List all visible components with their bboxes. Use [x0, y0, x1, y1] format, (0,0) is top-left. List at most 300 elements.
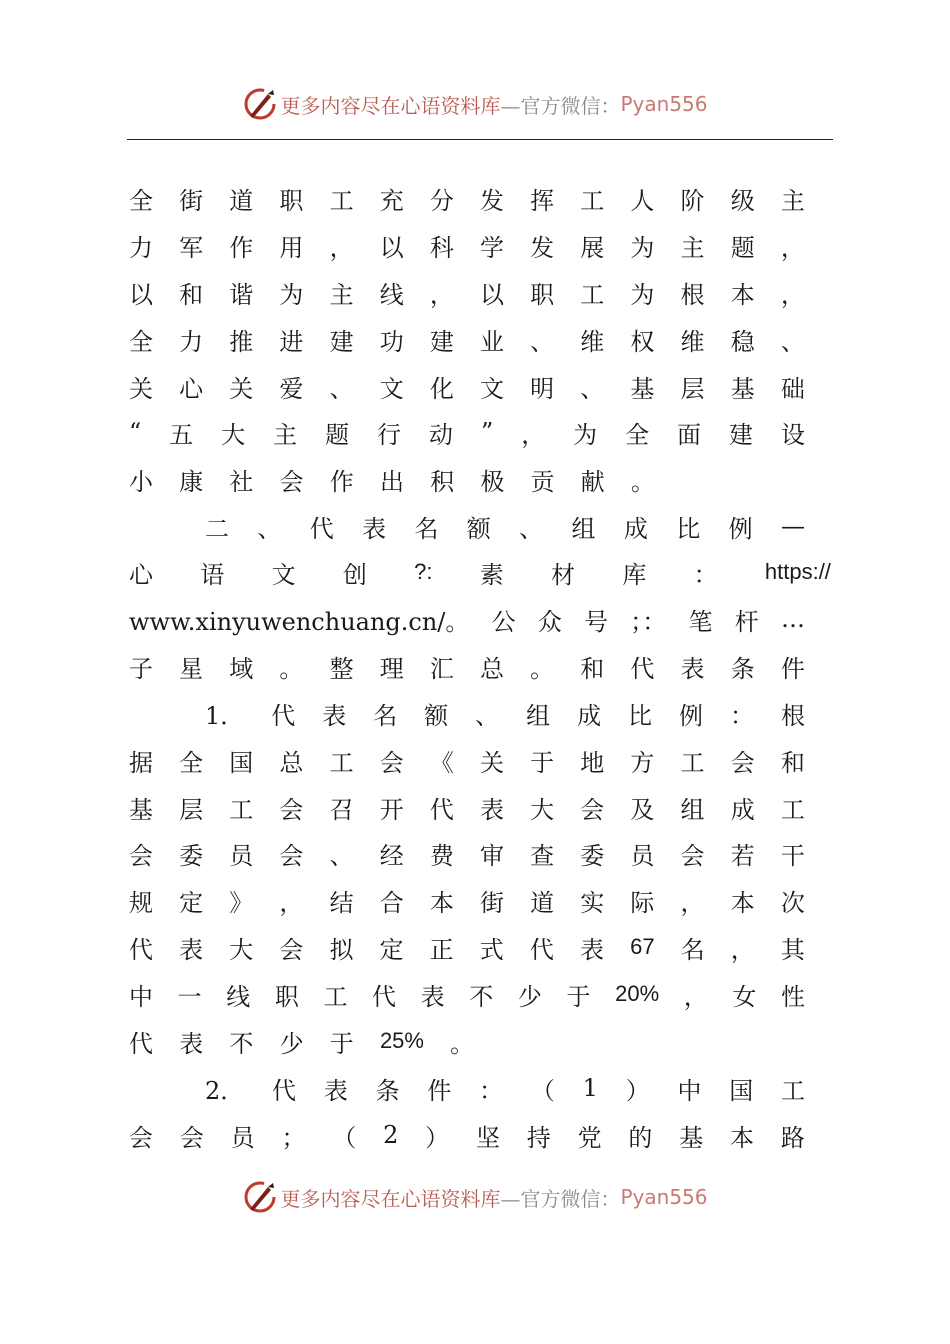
text-glyph: 、 — [329, 374, 354, 403]
text-glyph: 委 — [179, 841, 204, 870]
text-glyph: ， — [329, 233, 354, 262]
text-glyph: 分 — [429, 186, 454, 215]
text-glyph: 主 — [273, 420, 298, 449]
text-glyph: 道 — [530, 888, 555, 917]
text-glyph: 发 — [479, 186, 504, 215]
text-glyph: ， — [730, 935, 755, 964]
text-glyph: 进 — [279, 327, 304, 356]
text-glyph: 开 — [379, 795, 404, 824]
text-glyph: 挥 — [530, 186, 555, 215]
text-glyph: 发 — [530, 233, 555, 262]
text-glyph: 工 — [680, 748, 705, 777]
text-glyph: 用 — [279, 233, 304, 262]
text-glyph: 代 — [372, 982, 397, 1011]
text-glyph: 表 — [323, 1076, 348, 1105]
text-glyph: 额 — [424, 701, 449, 730]
text-glyph: ” — [480, 418, 494, 446]
text-glyph: 路 — [780, 1123, 805, 1152]
text-glyph: 文 — [479, 374, 504, 403]
text-glyph: 爱 — [279, 374, 304, 403]
text-glyph: 根 — [680, 280, 705, 309]
text-glyph: 不 — [469, 982, 494, 1011]
text-glyph: 例 — [679, 701, 703, 730]
text-glyph: 次 — [780, 888, 805, 917]
watermark-subtitle: —官方微信： — [500, 1186, 621, 1211]
text-glyph: 《 — [429, 748, 454, 777]
text-glyph: 、 — [580, 374, 605, 403]
text-glyph: … — [780, 605, 805, 633]
text-glyph: 主 — [680, 233, 705, 262]
text-glyph: 代 — [129, 935, 153, 964]
text-glyph: 域 — [229, 654, 254, 683]
watermark-wechat-id: Pyan556 — [620, 92, 708, 116]
text-glyph: 建 — [729, 420, 753, 449]
text-glyph: 。 — [630, 467, 655, 496]
text-line — [129, 552, 831, 592]
text-glyph: 献 — [580, 467, 605, 496]
text-glyph: 拟 — [329, 935, 354, 964]
text-glyph: 力 — [129, 233, 153, 262]
text-glyph: ； — [281, 1123, 306, 1152]
text-glyph: ， — [429, 280, 454, 309]
text-glyph: 不 — [229, 1029, 254, 1058]
watermark-title: 更多内容尽在心语资料库 — [280, 93, 501, 118]
text-glyph: 推 — [229, 327, 254, 356]
text-glyph: 地 — [580, 748, 605, 777]
text-line — [129, 646, 805, 686]
text-glyph: 根 — [780, 701, 805, 730]
text-glyph: 文 — [379, 374, 404, 403]
watermark-title: 更多内容尽在心语资料库 — [280, 1186, 501, 1211]
text-glyph: 会 — [279, 467, 304, 496]
text-glyph: 充 — [379, 186, 404, 215]
text-glyph: 、 — [530, 327, 555, 356]
footer-watermark — [0, 1177, 950, 1217]
text-glyph: 题 — [325, 420, 350, 449]
text-glyph: 代 — [309, 514, 334, 543]
text-glyph: 大 — [229, 935, 254, 964]
text-glyph: 库 — [622, 560, 647, 589]
text-glyph: 1 — [582, 1074, 598, 1102]
text-glyph: 明 — [530, 374, 555, 403]
text-glyph: 、 — [780, 327, 805, 356]
text-line — [129, 225, 805, 265]
text-glyph: 本 — [730, 280, 755, 309]
text-glyph: 2． — [205, 1076, 245, 1105]
text-glyph: 代 — [271, 701, 296, 730]
text-line — [205, 693, 805, 733]
text-glyph: 维 — [580, 327, 605, 356]
text-glyph: 军 — [179, 233, 204, 262]
text-glyph: 全 — [129, 186, 153, 215]
text-glyph: 比 — [676, 514, 701, 543]
text-glyph: 合 — [379, 888, 404, 917]
text-glyph: 会 — [730, 748, 755, 777]
text-glyph: 小 — [129, 467, 153, 496]
text-glyph: 员 — [630, 841, 655, 870]
text-glyph: 工 — [329, 186, 354, 215]
text-line — [129, 1021, 500, 1061]
text-glyph: 组 — [571, 514, 596, 543]
text-glyph: 会 — [129, 1123, 153, 1152]
text-line — [129, 366, 805, 406]
text-glyph: 工 — [323, 982, 348, 1011]
text-glyph: 语 — [200, 560, 225, 589]
text-glyph: 总 — [279, 748, 304, 777]
text-glyph: 号 — [584, 607, 609, 636]
text-glyph: 设 — [780, 420, 805, 449]
text-line — [129, 927, 805, 967]
text-glyph: 工 — [229, 795, 254, 824]
text-glyph: 工 — [580, 280, 605, 309]
text-glyph: 本 — [429, 888, 454, 917]
text-glyph: 表 — [179, 935, 204, 964]
text-glyph: 力 — [179, 327, 204, 356]
text-glyph: 层 — [680, 374, 705, 403]
text-glyph: 成 — [577, 701, 602, 730]
text-glyph: 查 — [530, 841, 555, 870]
text-glyph: 会 — [379, 748, 404, 777]
text-glyph: ： — [693, 560, 718, 589]
text-line — [129, 787, 805, 827]
text-glyph: 化 — [429, 374, 454, 403]
text-glyph: 于 — [530, 748, 555, 777]
text-glyph: 一 — [177, 982, 202, 1011]
text-glyph: 积 — [430, 467, 455, 496]
text-glyph: 组 — [526, 701, 551, 730]
text-line — [129, 178, 805, 218]
text-glyph: ： — [479, 1076, 504, 1105]
text-glyph: 科 — [429, 233, 454, 262]
text-glyph: 为 — [279, 280, 304, 309]
text-glyph: 主 — [329, 280, 354, 309]
text-glyph: 会 — [680, 841, 705, 870]
text-glyph: 会 — [279, 935, 304, 964]
text-glyph: 行 — [377, 420, 402, 449]
text-glyph: 少 — [517, 982, 542, 1011]
text-glyph: 际 — [630, 888, 655, 917]
text-glyph: 主 — [780, 186, 805, 215]
text-glyph: 贡 — [530, 467, 555, 496]
text-glyph: 国 — [729, 1076, 754, 1105]
text-glyph: 以 — [379, 233, 404, 262]
text-glyph: 工 — [780, 1076, 805, 1105]
text-glyph: 理 — [379, 654, 404, 683]
text-line — [129, 412, 805, 452]
text-glyph: 大 — [221, 420, 246, 449]
text-glyph: 实 — [580, 888, 605, 917]
text-glyph: 费 — [429, 841, 454, 870]
text-glyph: 动 — [429, 420, 453, 449]
text-glyph: 层 — [179, 795, 204, 824]
text-glyph: 本 — [730, 1123, 755, 1152]
text-glyph: 少 — [279, 1029, 304, 1058]
text-glyph: 表 — [179, 1029, 204, 1058]
text-line — [129, 880, 805, 920]
text-glyph: 众 — [537, 607, 562, 636]
text-glyph: 经 — [379, 841, 404, 870]
text-glyph: 召 — [329, 795, 354, 824]
text-glyph: 级 — [730, 186, 755, 215]
text-glyph: 据 — [129, 748, 153, 777]
text-glyph: 为 — [630, 233, 655, 262]
text-glyph: 坚 — [475, 1123, 500, 1152]
text-glyph: 名 — [680, 935, 705, 964]
text-glyph: 条 — [730, 654, 755, 683]
text-glyph: 干 — [780, 841, 805, 870]
text-glyph: 二 — [205, 514, 229, 543]
text-glyph: 会 — [580, 795, 605, 824]
text-glyph: 工 — [580, 186, 605, 215]
text-glyph: 表 — [579, 935, 604, 964]
text-glyph: 组 — [680, 795, 705, 824]
text-glyph: ） — [425, 1123, 450, 1152]
text-glyph: ；： — [630, 607, 667, 636]
text-line — [129, 599, 805, 639]
text-glyph: 。 — [530, 654, 555, 683]
text-glyph: 作 — [329, 467, 354, 496]
text-glyph: 子 — [129, 654, 153, 683]
text-glyph: 代 — [429, 795, 454, 824]
text-glyph: ， — [780, 233, 805, 262]
text-glyph: 党 — [577, 1123, 602, 1152]
text-glyph: 为 — [573, 420, 598, 449]
text-glyph: 为 — [630, 280, 655, 309]
text-glyph: （ — [332, 1123, 357, 1152]
text-glyph: 基 — [730, 374, 755, 403]
text-glyph: 成 — [730, 795, 755, 824]
text-glyph: 名 — [373, 701, 398, 730]
text-glyph: 。 — [450, 1029, 475, 1058]
text-glyph: 会 — [179, 1123, 204, 1152]
text-glyph: 》 — [229, 888, 254, 917]
text-glyph: 素 — [479, 560, 504, 589]
text-glyph: 关 — [479, 748, 504, 777]
text-glyph: 若 — [730, 841, 755, 870]
text-glyph: 极 — [480, 467, 505, 496]
text-glyph: 审 — [479, 841, 504, 870]
text-line — [129, 1115, 805, 1155]
text-glyph: 五 — [169, 420, 194, 449]
text-glyph: 和 — [179, 280, 204, 309]
text-glyph: 功 — [379, 327, 404, 356]
text-glyph: 础 — [780, 374, 805, 403]
text-line — [129, 974, 805, 1014]
text-glyph: 于 — [566, 982, 591, 1011]
text-glyph: 权 — [630, 327, 655, 356]
text-line — [129, 740, 805, 780]
text-glyph: 代 — [272, 1076, 297, 1105]
header-divider — [127, 139, 833, 140]
text-glyph: 会 — [279, 841, 304, 870]
text-glyph: 学 — [479, 233, 504, 262]
text-glyph: 正 — [429, 935, 454, 964]
text-glyph: 员 — [230, 1123, 255, 1152]
text-glyph: 、 — [475, 701, 500, 730]
text-glyph: “ — [129, 418, 142, 446]
text-glyph: 出 — [379, 467, 404, 496]
text-glyph: 比 — [628, 701, 653, 730]
text-glyph: 中 — [129, 982, 153, 1011]
text-glyph: 建 — [329, 327, 354, 356]
text-glyph: 25% — [379, 1028, 424, 1053]
text-glyph: 表 — [680, 654, 705, 683]
text-glyph: 中 — [677, 1076, 702, 1105]
text-glyph: 和 — [580, 654, 605, 683]
text-glyph: 基 — [129, 795, 153, 824]
text-glyph: 康 — [179, 467, 204, 496]
text-glyph: 作 — [229, 233, 254, 262]
text-line — [129, 833, 805, 873]
text-glyph: 委 — [580, 841, 605, 870]
text-glyph: 67 — [630, 934, 655, 959]
text-glyph: （ — [530, 1076, 555, 1105]
text-glyph: — — [780, 512, 805, 540]
text-glyph: 工 — [329, 748, 354, 777]
text-glyph: 阶 — [680, 186, 705, 215]
text-glyph: 持 — [526, 1123, 551, 1152]
text-glyph: 件 — [780, 654, 805, 683]
text-glyph: 件 — [427, 1076, 452, 1105]
text-glyph: 全 — [129, 327, 153, 356]
text-glyph: 基 — [679, 1123, 704, 1152]
text-glyph: 关 — [129, 374, 153, 403]
text-glyph: 及 — [630, 795, 655, 824]
text-glyph: 社 — [229, 467, 254, 496]
text-glyph: 方 — [630, 748, 655, 777]
text-glyph: 会 — [129, 841, 153, 870]
text-glyph: ， — [683, 982, 708, 1011]
text-glyph: 和 — [780, 748, 805, 777]
text-glyph: https:// — [764, 559, 831, 584]
text-glyph: 定 — [179, 888, 204, 917]
text-glyph: 稳 — [730, 327, 755, 356]
text-glyph: ， — [680, 888, 705, 917]
text-glyph: 其 — [780, 935, 805, 964]
text-glyph: 笔 — [688, 607, 713, 636]
text-glyph: 全 — [179, 748, 204, 777]
text-glyph: 街 — [479, 888, 504, 917]
text-glyph: 全 — [625, 420, 650, 449]
pen-logo-icon — [242, 86, 278, 122]
text-glyph: 职 — [279, 186, 304, 215]
text-glyph: 、 — [519, 514, 544, 543]
text-glyph: 基 — [630, 374, 655, 403]
watermark-wechat-id: Pyan556 — [620, 1185, 708, 1209]
text-glyph: 以 — [479, 280, 504, 309]
text-glyph: www.xinyuwenchuang.cn/。 — [129, 607, 470, 636]
text-glyph: 材 — [551, 560, 576, 589]
text-glyph: 式 — [479, 935, 504, 964]
text-line — [129, 272, 805, 312]
text-glyph: 关 — [229, 374, 254, 403]
text-glyph: 条 — [375, 1076, 400, 1105]
text-glyph: 整 — [329, 654, 354, 683]
text-glyph: 规 — [129, 888, 153, 917]
text-glyph: 、 — [257, 514, 282, 543]
text-glyph: 大 — [530, 795, 555, 824]
text-glyph: 维 — [680, 327, 705, 356]
text-glyph: 国 — [229, 748, 254, 777]
text-glyph: 会 — [279, 795, 304, 824]
text-glyph: 总 — [479, 654, 504, 683]
text-glyph: 表 — [362, 514, 387, 543]
pen-logo-icon — [242, 1179, 278, 1215]
text-glyph: 的 — [628, 1123, 653, 1152]
text-glyph: 结 — [329, 888, 354, 917]
text-glyph: 于 — [329, 1029, 354, 1058]
text-glyph: 道 — [229, 186, 254, 215]
text-glyph: ） — [625, 1076, 650, 1105]
text-glyph: 代 — [529, 935, 554, 964]
text-glyph: ： — [729, 701, 754, 730]
text-glyph: ， — [279, 888, 304, 917]
text-glyph: 。 — [279, 654, 304, 683]
text-glyph: 本 — [730, 888, 755, 917]
text-glyph: 例 — [728, 514, 753, 543]
text-glyph: 线 — [379, 280, 404, 309]
text-glyph: 公 — [491, 607, 516, 636]
text-glyph: 定 — [379, 935, 404, 964]
text-glyph: 表 — [420, 982, 445, 1011]
text-line — [205, 506, 805, 546]
text-glyph: 文 — [271, 560, 296, 589]
text-glyph: 名 — [414, 514, 439, 543]
text-glyph: 表 — [322, 701, 347, 730]
text-glyph: 职 — [530, 280, 555, 309]
text-glyph: 创 — [342, 560, 367, 589]
text-glyph: 额 — [466, 514, 491, 543]
text-glyph: 以 — [129, 280, 153, 309]
text-glyph: 展 — [580, 233, 605, 262]
text-glyph: 成 — [623, 514, 648, 543]
text-glyph: 杆 — [734, 607, 759, 636]
text-glyph: 题 — [730, 233, 755, 262]
text-glyph: 面 — [677, 420, 702, 449]
text-glyph: 员 — [229, 841, 254, 870]
text-glyph: 工 — [780, 795, 805, 824]
text-glyph: 1． — [205, 701, 245, 730]
text-line — [205, 1068, 805, 1108]
text-glyph: 代 — [630, 654, 655, 683]
text-glyph: 汇 — [429, 654, 454, 683]
text-glyph: 人 — [630, 186, 655, 215]
text-glyph: 线 — [226, 982, 251, 1011]
text-glyph: 代 — [129, 1029, 153, 1058]
text-glyph: 女 — [732, 982, 757, 1011]
text-glyph: 2 — [383, 1121, 399, 1149]
text-glyph: 谐 — [229, 280, 254, 309]
text-glyph: 、 — [329, 841, 354, 870]
text-glyph: 街 — [179, 186, 204, 215]
header-watermark — [0, 84, 950, 124]
text-glyph: 建 — [429, 327, 454, 356]
text-glyph: 性 — [780, 982, 805, 1011]
text-glyph: 业 — [479, 327, 504, 356]
text-glyph: 心 — [179, 374, 204, 403]
text-glyph: ， — [521, 420, 546, 449]
text-glyph: 星 — [179, 654, 204, 683]
text-glyph: 心 — [129, 560, 153, 589]
text-glyph: 表 — [479, 795, 504, 824]
text-glyph: 20% — [615, 981, 660, 1006]
text-line — [129, 459, 681, 499]
watermark-subtitle: —官方微信： — [500, 93, 621, 118]
text-glyph: 职 — [274, 982, 299, 1011]
text-glyph: ， — [780, 280, 805, 309]
text-glyph: ?: — [414, 559, 433, 584]
text-line — [129, 319, 805, 359]
